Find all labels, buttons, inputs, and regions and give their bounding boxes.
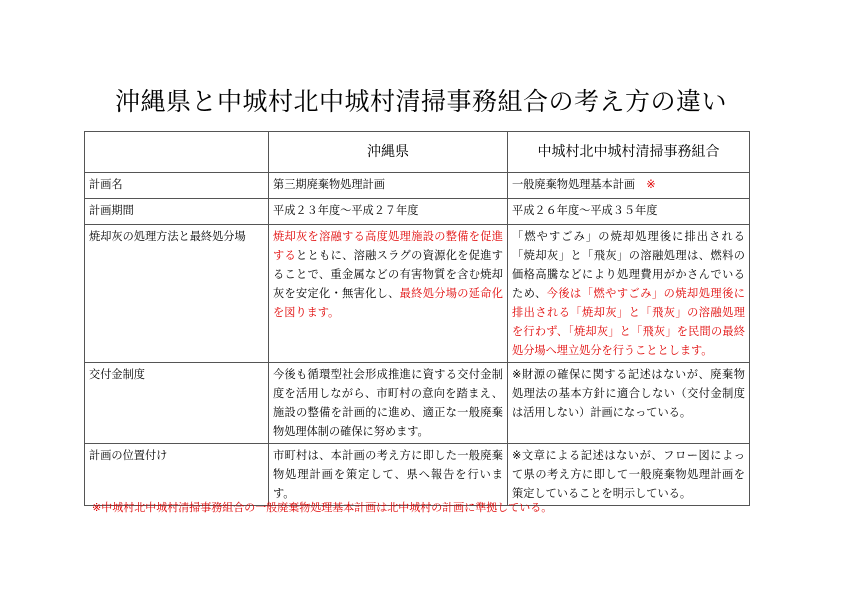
table-row-plan-positioning bbox=[85, 444, 750, 506]
cell-kumiai bbox=[508, 444, 750, 506]
cell-kumiai bbox=[508, 225, 750, 363]
cell-okinawa bbox=[269, 363, 508, 444]
highlighted-text: ※ bbox=[635, 178, 656, 191]
highlighted-text: 今後は「燃やすごみ」の焼却処理後に排出される「焼却灰」と「飛灰」の溶融処理を行わず、「焼却灰」と「飛灰」を民間の最終処分場へ埋立処分を行うこととします。 bbox=[512, 287, 745, 357]
cell-text: ※文章による記述はないが、フロー図によって県の考え方に即して一般廃棄物処理計画を策定していることを明示している。 bbox=[512, 449, 745, 500]
cell-text: とともに、溶融スラグの資源化を促進することで、重金属などの有害物質を含む焼却灰を安定化・無害化し、 bbox=[273, 249, 503, 300]
table-row-ash-treatment bbox=[85, 225, 750, 363]
cell-kumiai bbox=[508, 199, 750, 225]
cell-okinawa bbox=[269, 199, 508, 225]
header-row bbox=[85, 132, 750, 173]
header-cell-empty bbox=[85, 132, 269, 173]
footnote: ※中城村北中城村清掃事務組合の一般廃棄物処理基本計画は北中城村の計画に準拠している。 bbox=[92, 501, 553, 514]
cell-kumiai bbox=[508, 173, 750, 199]
page-title: 沖縄県と中城村北中城村清掃事務組合の考え方の違い bbox=[114, 87, 727, 116]
header-kumiai: 中城村北中城村清掃事務組合 bbox=[508, 132, 750, 173]
table-row-plan-name bbox=[85, 173, 750, 199]
cell-kumiai bbox=[508, 363, 750, 444]
highlighted-text: 焼却灰を溶融する高度処理施設の整備を促進する bbox=[273, 230, 503, 262]
row-label: 計画名 bbox=[85, 173, 269, 199]
cell-text: ※財源の確保に関する記述はないが、廃棄物処理法の基本方針に適合しない（交付金制度は活用しない）計画になっている。 bbox=[512, 368, 745, 419]
cell-text: 「燃やすごみ」の焼却処理後に排出される「焼却灰」と「飛灰」の溶融処理は、燃料の価格高騰などにより処理費用がかさんでいるため、 bbox=[512, 230, 745, 300]
cell-text: 第三期廃棄物処理計画 bbox=[273, 178, 385, 191]
row-label: 計画期間 bbox=[85, 199, 269, 225]
comparison-table bbox=[84, 131, 750, 506]
cell-text: 一般廃棄物処理基本計画 bbox=[512, 178, 636, 191]
cell-okinawa bbox=[269, 173, 508, 199]
table-row-grant-system bbox=[85, 363, 750, 444]
cell-text: 市町村は、本計画の考え方に即した一般廃棄物処理計画を策定して、県へ報告を行います。 bbox=[273, 449, 503, 500]
cell-text: 平成２６年度～平成３５年度 bbox=[512, 204, 658, 217]
cell-okinawa bbox=[269, 444, 508, 506]
row-label: 計画の位置付け bbox=[85, 444, 269, 506]
cell-okinawa bbox=[269, 225, 508, 363]
highlighted-text: 最終処分場の延命化を図ります。 bbox=[273, 287, 503, 319]
header-okinawa: 沖縄県 bbox=[269, 132, 508, 173]
table-row-plan-period bbox=[85, 199, 750, 225]
cell-text: 平成２３年度～平成２７年度 bbox=[273, 204, 419, 217]
cell-text: 今後も循環型社会形成推進に資する交付金制度を活用しながら、市町村の意向を踏まえ、施設の整備を計画的に進め、適正な一般廃棄物処理体制の確保に努めます。 bbox=[273, 368, 503, 438]
row-label: 焼却灰の処理方法と最終処分場 bbox=[85, 225, 269, 363]
row-label: 交付金制度 bbox=[85, 363, 269, 444]
